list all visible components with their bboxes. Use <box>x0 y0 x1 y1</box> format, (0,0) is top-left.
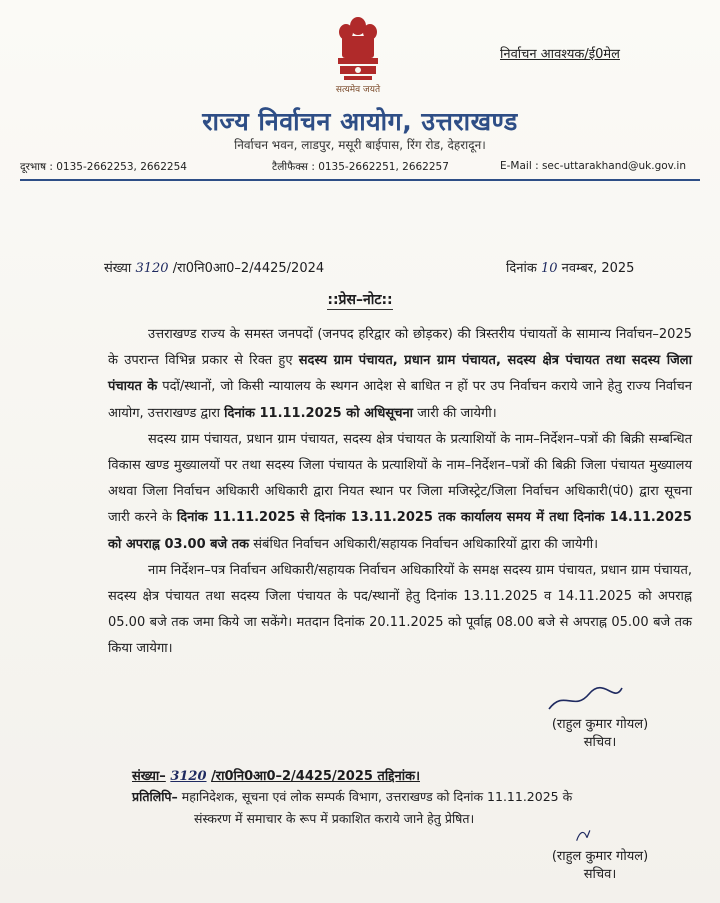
paragraph-3 <box>108 558 692 663</box>
page-title: राज्य निर्वाचन आयोग, उत्तराखण्ड <box>202 107 518 136</box>
p3-text: नाम निर्देशन–पत्र निर्वाचन अधिकारी/सहायक निर्वाचन अधिकारियों के समक्ष सदस्य ग्राम पंचायत, प्रधान ग्राम पंचायत, सदस्य क्षेत्र पंचायत तथा सदस्य जिला पंचायत के पद/स्थानों हेतु दिनांक 13.11.2025 व 14.11.2025 को अपराह्न 05.00 बजे तक जमा किये जा सकेंगे। मतदान दिनांक 20.11.2025 को पूर्वाह्न 08.00 बजे से अपराह्न 05.00 बजे तक किया जायेगा। <box>108 562 692 657</box>
copy-to-block <box>132 786 692 830</box>
signature-scribble-icon <box>544 826 624 848</box>
copy-to-line-2: संस्करण में समाचार के रूप में प्रकाशित कराये जाने हेतु प्रेषित। <box>194 811 475 826</box>
office-address: निर्वाचन भवन, लाडपुर, मसूरी बाईपास, रिंग रोड, देहरादून। <box>234 138 486 152</box>
copy-reference <box>132 766 420 784</box>
reference-number <box>104 258 324 276</box>
paragraph-2 <box>108 427 692 558</box>
signatory-name: (राहुल कुमार गोयल) <box>551 849 649 864</box>
header-divider <box>20 179 700 181</box>
reference-suffix: /रा0नि0आ0–2/4425/2024 <box>172 261 325 276</box>
handwritten-number: 3120 <box>135 261 169 276</box>
p2-text-a: सदस्य ग्राम पंचायत, प्रधान ग्राम पंचायत, सदस्य क्षेत्र पंचायत के प्रत्याशियों के नाम–निर्देशन–पत्रों की बिक्री सम्बन्धित विकास खण्ड मुख्यालयों पर तथा सदस्य जिला पंचायत के प्रत्याशियों के नाम–निर्देशन–पत्रों की बिक्री जिला पंचायत मुख्यालय अथवा जिला निर्वाचन अधिकारी अधिकारी द्वारा नियत स्थान पर जिला मजिस्ट्रेट/जिला निर्वाचन अधिकारी(पं0) द्वारा सूचना जारी करने के <box>108 431 692 526</box>
p1-text-c: पदों/स्थानों, जो किसी न्यायालय के स्थगन आदेश से बाधित न हों पर उप निर्वाचन कराये जाने हेतु राज्य निर्वाचन आयोग, उत्तराखण्ड द्वारा <box>108 379 693 421</box>
email-address: E-Mail : sec-uttarakhand@uk.gov.in <box>500 160 686 172</box>
paragraph-1 <box>108 322 692 427</box>
p2-text-c: संबंधित निर्वाचन अधिकारी/सहायक निर्वाचन अधिकारियों द्वारा की जायेगी। <box>249 536 599 552</box>
state-emblem-icon <box>330 14 386 92</box>
signature-scribble-icon <box>544 684 624 714</box>
fax-number: टैलीफैक्स : 0135-2662251, 2662257 <box>272 161 449 173</box>
reference-date <box>506 258 634 276</box>
copy-ref-suffix: /रा0नि0आ0–2/4425/2025 तद्दिनांक। <box>211 769 420 784</box>
p1-text-e: जारी की जायेगी। <box>413 405 497 421</box>
signature-block-1 <box>520 714 680 750</box>
signatory-designation: सचिव। <box>583 735 617 750</box>
copy-to-line-1: महानिदेशक, सूचना एवं लोक सम्पर्क विभाग, उत्तराखण्ड को दिनांक 11.11.2025 के <box>181 789 573 804</box>
copy-ref-label: संख्या– <box>132 769 166 784</box>
signatory-name: (राहुल कुमार गोयल) <box>551 717 649 732</box>
copy-to-label: प्रतिलिपि– <box>132 789 178 804</box>
press-note-heading-text: ::प्रेस–नोट:: <box>327 292 393 308</box>
phone-number: दूरभाष : 0135-2662253, 2662254 <box>20 161 187 173</box>
p1-text-d: दिनांक 11.11.2025 को अधिसूचना <box>224 405 414 421</box>
date-label: दिनांक <box>506 261 537 276</box>
emblem-motto: सत्यमेव जयते <box>335 85 381 95</box>
p1-text-b: सदस्य ग्राम पंचायत, प्रधान ग्राम पंचायत, सदस्य क्षेत्र पंचायत तथा सदस्य जिला पंचायत के <box>108 353 692 395</box>
signatory-designation: सचिव। <box>583 867 617 882</box>
copy-handwritten-number: 3120 <box>170 769 207 784</box>
p2-text-b: दिनांक 11.11.2025 से दिनांक 13.11.2025 तक कार्यालय समय में तथा दिनांक 14.11.2025 को अपराह्न 03.00 बजे तक <box>108 510 692 552</box>
top-right-label: निर्वाचन आवश्यक/ई0मेल <box>500 47 620 62</box>
date-rest: नवम्बर, 2025 <box>561 261 635 276</box>
reference-label: संख्या <box>104 261 132 276</box>
press-note-body <box>108 322 692 663</box>
press-note-heading <box>0 290 720 309</box>
p1-text-a: उत्तराखण्ड राज्य के समस्त जनपदों (जनपद हरिद्वार को छोड़कर) की त्रिस्तरीय पंचायतों के सामान्य निर्वाचन–2025 के उपरान्त विभिन्न प्रकार से रिक्त हुए <box>108 327 692 369</box>
signature-block-2 <box>520 846 680 882</box>
handwritten-day: 10 <box>540 261 558 276</box>
